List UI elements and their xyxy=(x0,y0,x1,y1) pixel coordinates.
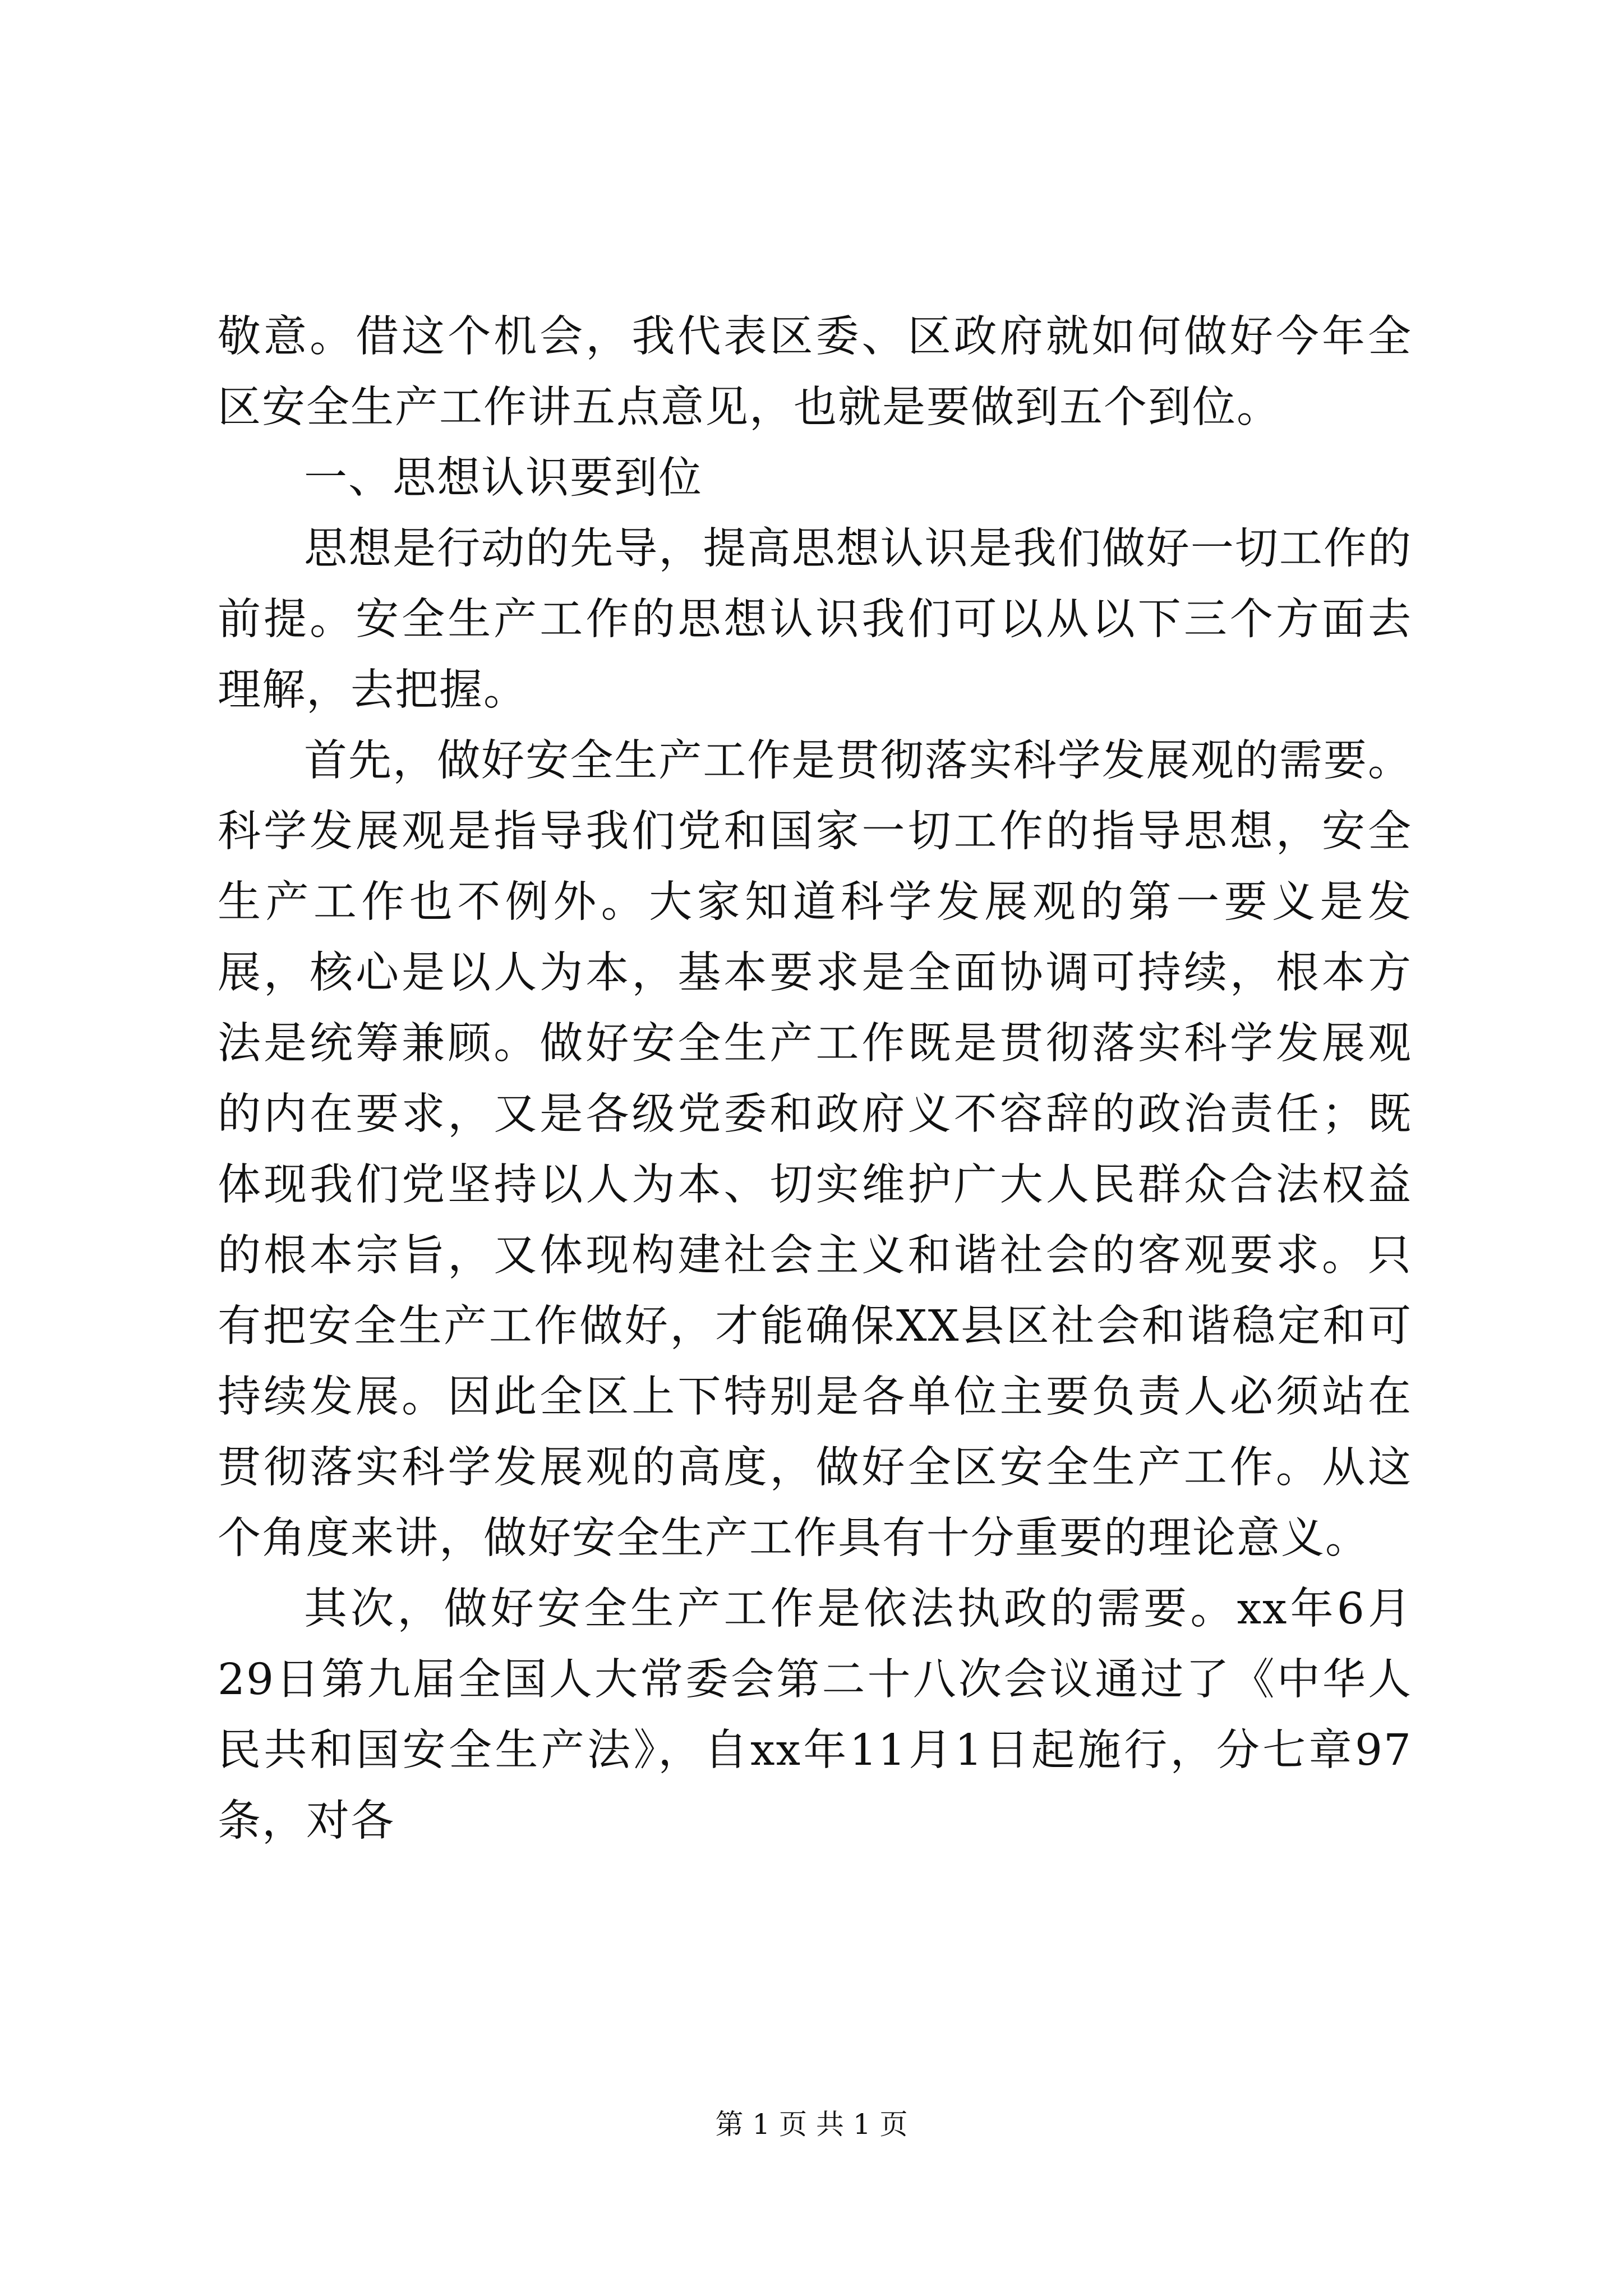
paragraph: 思想是行动的先导，提高思想认识是我们做好一切工作的前提。安全生产工作的思想认识我们可以从以下三个方面去理解，去把握。 xyxy=(218,524,1412,715)
paragraph-continuation: 敬意。借这个机会，我代表区委、区政府就如何做好今年全区安全生产工作讲五点意见，也就是要做到五个到位。 xyxy=(218,312,1412,432)
paragraph: 其次，做好安全生产工作是依法执政的需要。xx年6月29日第九届全国人大常委会第二十八次会议通过了《中华人民共和国安全生产法》，自xx年11月1日起施行，分七章97条，对各 xyxy=(218,1584,1412,1846)
paragraph: 首先，做好安全生产工作是贯彻落实科学发展观的需要。科学发展观是指导我们党和国家一切工作的指导思想，安全生产工作也不例外。大家知道科学发展观的第一要义是发展，核心是以人为本，基本要求是全面协调可持续，根本方法是统筹兼顾。做好安全生产工作既是贯彻落实科学发展观的内在要求，又是各级党委和政府义不容辞的政治责任；既体现我们党坚持以人为本、切实维护广大人民群众合法权益的根本宗旨，又体现构建社会主义和谐社会的客观要求。只有把安全生产工作做好，才能确保XX县区社会和谐稳定和可持续发展。因此全区上下特别是各单位主要负责人必须站在贯彻落实科学发展观的高度，做好全区安全生产工作。从这个角度来讲，做好安全生产工作具有十分重要的理论意义。 xyxy=(218,736,1412,1563)
page-footer: 第 1 页 共 1 页 xyxy=(715,2108,908,2141)
section-heading: 一、思想认识要到位 xyxy=(304,453,703,503)
document-body xyxy=(218,302,1412,1857)
